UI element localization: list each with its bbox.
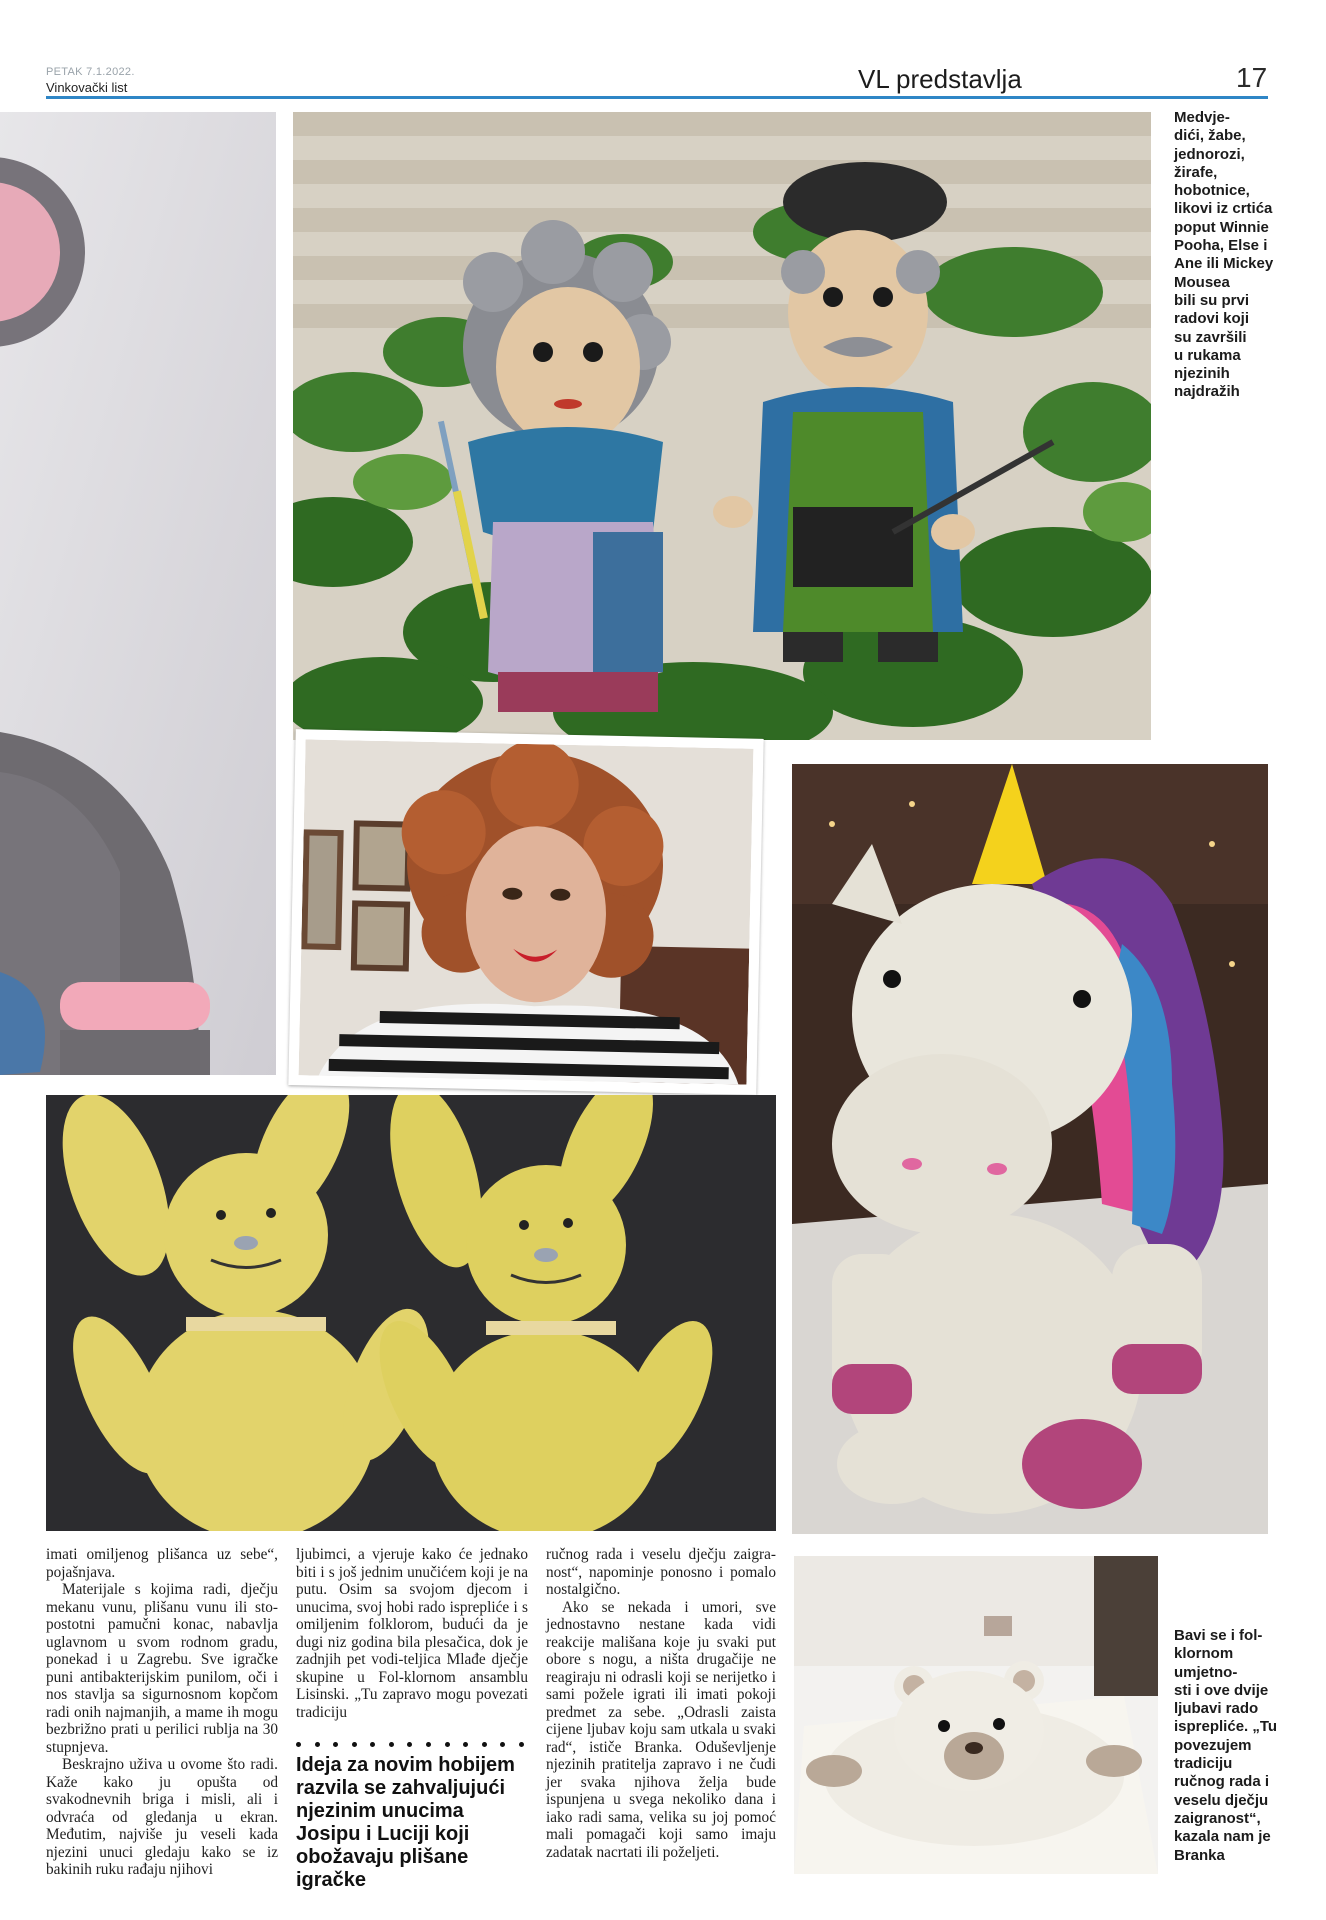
- photo-crochet-grandparents: [293, 112, 1151, 740]
- article-column-1: [46, 1546, 278, 1879]
- photo-mouse-toy: [0, 112, 276, 1075]
- photo-crochet-bear-blanket: [794, 1556, 1158, 1874]
- issue-date: PETAK 7.1.2022.: [46, 66, 135, 78]
- caption-bottom-text: Bavi se i fol- klornom umjetno- sti i ove dvije ljubavi rado isprepliće. „Tu povezujem tradiciju ručnog rada i veselu dječju zaigranost“, kazala nam je Branka: [1174, 1627, 1278, 1864]
- paragraph: Materijale s kojima radi, dječju mekanu vunu, plišanu vunu ili sto-postotni pamučni konac, nabavlja uglavnom u svom rodnom gradu, ponekad i u Zagrebu. Sve igračke puni antibakterijskim punilom, oči i nos stavlja sa sigurnosnom kopčom radi onih najmanjih, a mame ih mogu bezbrižno prati u perilici rublja na 30 stupnjeva.: [46, 1581, 278, 1756]
- photo-branka-portrait: [288, 729, 763, 1095]
- header-rule: [46, 96, 1268, 99]
- paragraph: Beskrajno uživa u ovome što radi. Kaže kako ju opušta od svakodnevnih briga i misli, ali i odvraća od gledanja u ekran. Međutim, najviše ju veseli kada njezini unuci gledaju kako se iz bakinih ruku rađaju njihovi: [46, 1756, 278, 1878]
- paragraph: ručnog rada i veselu dječju zaigra-nost“, napominje ponosno i pomalo nostalgično.: [546, 1546, 776, 1598]
- paragraph: Ako se nekada i umori, sve jednostavno nestane kada vidi reakcije mališana koje ju svaki put obore s nogu, a ništa drugačije ne reagiraju ni odrasli koji se nerijetko i sami požele igrati ili imati pokoji predmet za sebe. „Odrasli zaista cijene ljubav koju sam utkala u svaki rad“, ističe Branka. Oduševljenje njezinih pratitelja zapravo i ne čudi jer svaka njihova želja bude ispunjena u svega nekoliko dana i iako radi sama, velika su joj pomoć mali pomagači koji samo imaju zadatak nacrtati ili poželjeti.: [546, 1598, 776, 1861]
- publication-name: Vinkovački list: [46, 80, 128, 95]
- photo-crochet-bunnies: [46, 1095, 776, 1531]
- page-number: 17: [1236, 62, 1268, 93]
- pull-quote-divider: [296, 1742, 524, 1747]
- paragraph: imati omiljenog plišanca uz sebe“, pojašnjava.: [46, 1546, 278, 1581]
- caption-top-text: Medvje- dići, žabe, jednorozi, žirafe, hobotnice, likovi iz crtića poput Winnie Pooha, Else i Ane ili Mickey Mousea bili su prvi radovi koji su završili u rukama njezinih najdražih: [1174, 109, 1274, 401]
- section-title: VL predstavlja: [858, 64, 1022, 94]
- pull-quote: Ideja za novim hobijem razvila se zahvaljujući njezinim unucima Josipu i Luciji koji obožavaju plišane igračke: [296, 1754, 515, 1891]
- photo-crochet-unicorn: [792, 764, 1268, 1534]
- article-column-2: [296, 1546, 528, 1721]
- photo-caption-top: [1174, 109, 1286, 402]
- photo-caption-bottom: [1174, 1627, 1286, 1865]
- paragraph: ljubimci, a vjeruje kako će jednako biti i s još jednim unučićem koji je na putu. Osim sa svojom djecom i unucima, svoj hobi rado isprepliće i s omiljenim folklorom, budući da je dugi niz godina bila plesačica, dok je zadnjih pet vodi-teljica Mlađe dječje skupine u Fol-klornom ansamblu Lisinski. „Tu zapravo mogu povezati tradiciju: [296, 1546, 528, 1721]
- article-column-3: [546, 1546, 776, 1861]
